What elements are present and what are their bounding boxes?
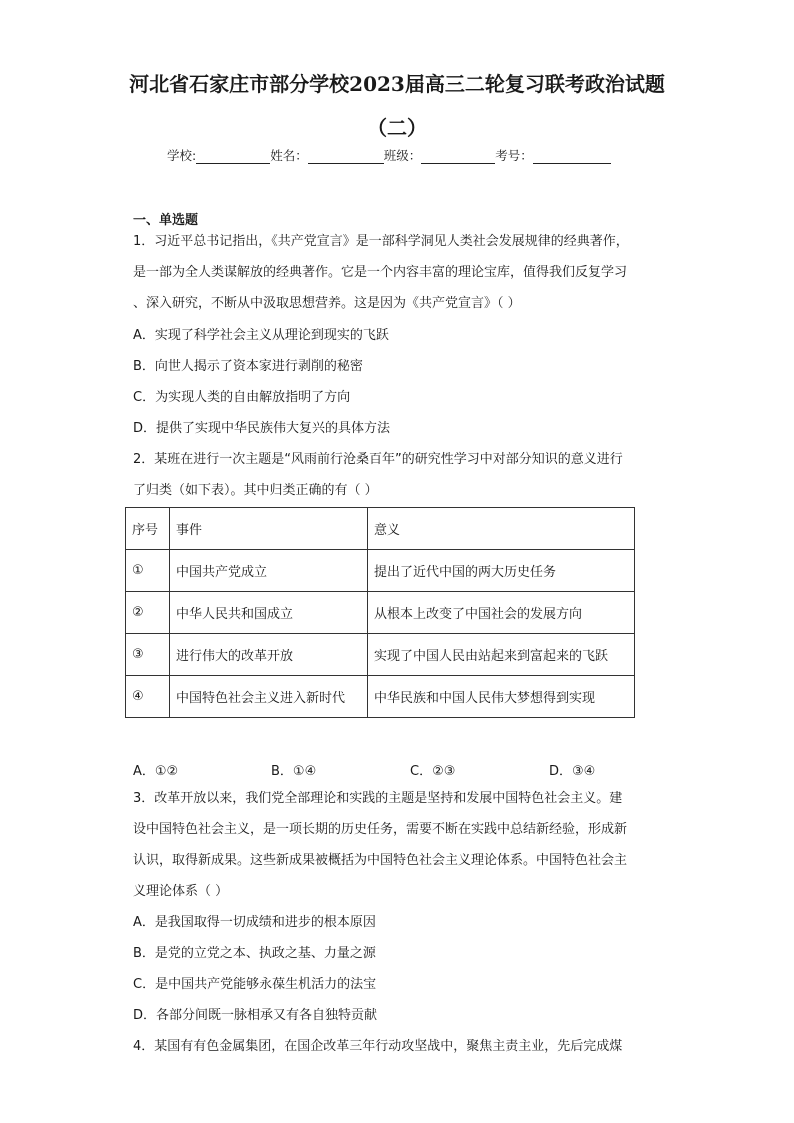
table-cell: ① bbox=[126, 550, 170, 592]
table-cell: ② bbox=[126, 592, 170, 634]
exam-subtitle: （二） bbox=[367, 116, 427, 140]
exam-title: 河北省石家庄市部分学校2023届高三二轮复习联考政治试题 bbox=[129, 72, 665, 96]
table-header-cell: 序号 bbox=[126, 508, 170, 550]
table-cell: 从根本上改变了中国社会的发展方向 bbox=[368, 592, 635, 634]
q4-line: 4．某国有有色金属集团，在国企改革三年行动攻坚战中，聚焦主责主业，先后完成煤 bbox=[133, 1039, 623, 1054]
table-row bbox=[126, 592, 635, 634]
q2-option-b: B．①④ bbox=[271, 764, 317, 779]
q3-line: 认识，取得新成果。这些新成果被概括为中国特色社会主义理论体系。中国特色社会主 bbox=[133, 853, 628, 868]
table-cell: 实现了中国人民由站起来到富起来的飞跃 bbox=[368, 634, 635, 676]
q2-line: 了归类（如下表）。其中归类正确的有（ ） bbox=[133, 483, 378, 498]
q1-option-d: D．提供了实现中华民族伟大复兴的具体方法 bbox=[133, 421, 391, 436]
q1-option-c: C．为实现人类的自由解放指明了方向 bbox=[133, 390, 351, 405]
q1-line: 1．习近平总书记指出，《共产党宣言》是一部科学洞见人类社会发展规律的经典著作， bbox=[133, 234, 629, 249]
table-cell: 提出了近代中国的两大历史任务 bbox=[368, 550, 635, 592]
table-cell: 中国特色社会主义进入新时代 bbox=[170, 676, 368, 718]
table-cell: 进行伟大的改革开放 bbox=[170, 634, 368, 676]
name-blank[interactable] bbox=[308, 151, 384, 164]
table-header-cell: 事件 bbox=[170, 508, 368, 550]
q2-option-c: C．②③ bbox=[410, 764, 456, 779]
table-header-cell: 意义 bbox=[368, 508, 635, 550]
q1-line: 是一部为全人类谋解放的经典著作。它是一个内容丰富的理论宝库，值得我们反复学习 bbox=[133, 265, 628, 280]
number-blank[interactable] bbox=[533, 151, 611, 164]
name-label: 姓名： bbox=[270, 148, 308, 163]
student-info-line bbox=[167, 146, 611, 164]
table-cell: 中国共产党成立 bbox=[170, 550, 368, 592]
table-row bbox=[126, 634, 635, 676]
q3-option-c: C．是中国共产党能够永葆生机活力的法宝 bbox=[133, 977, 377, 992]
q2-table bbox=[125, 507, 635, 718]
table-cell: 中华人民共和国成立 bbox=[170, 592, 368, 634]
q3-option-d: D．各部分间既一脉相承又有各自独特贡献 bbox=[133, 1008, 378, 1023]
q3-line: 3．改革开放以来，我们党全部理论和实践的主题是坚持和发展中国特色社会主义。建 bbox=[133, 791, 623, 806]
class-label: 班级： bbox=[383, 148, 422, 163]
table-row bbox=[126, 550, 635, 592]
q2-line: 2．某班在进行一次主题是“风雨前行沧桑百年”的研究性学习中对部分知识的意义进行 bbox=[133, 452, 623, 467]
q3-option-a: A．是我国取得一切成绩和进步的根本原因 bbox=[133, 915, 376, 930]
section-title: 一、单选题 bbox=[133, 213, 199, 228]
number-label: 考号： bbox=[495, 148, 533, 163]
q1-line: 、深入研究，不断从中汲取思想营养。这是因为《共产党宣言》（ ） bbox=[133, 296, 521, 311]
class-blank[interactable] bbox=[421, 151, 495, 164]
table-row bbox=[126, 676, 635, 718]
q2-option-d: D．③④ bbox=[549, 764, 596, 779]
school-label: 学校: bbox=[167, 148, 197, 163]
q1-option-a: A．实现了科学社会主义从理论到现实的飞跃 bbox=[133, 328, 389, 343]
table-header-row bbox=[126, 508, 635, 550]
q1-option-b: B．向世人揭示了资本家进行剥削的秘密 bbox=[133, 359, 363, 374]
q2-option-a: A．①② bbox=[133, 764, 179, 779]
q3-line: 义理论体系（ ） bbox=[133, 884, 229, 899]
q3-line: 设中国特色社会主义，是一项长期的历史任务，需要不断在实践中总结新经验，形成新 bbox=[133, 822, 628, 837]
school-blank[interactable] bbox=[196, 151, 270, 164]
table-cell: 中华民族和中国人民伟大梦想得到实现 bbox=[368, 676, 635, 718]
table-cell: ③ bbox=[126, 634, 170, 676]
q3-option-b: B．是党的立党之本、执政之基、力量之源 bbox=[133, 946, 376, 961]
table-cell: ④ bbox=[126, 676, 170, 718]
